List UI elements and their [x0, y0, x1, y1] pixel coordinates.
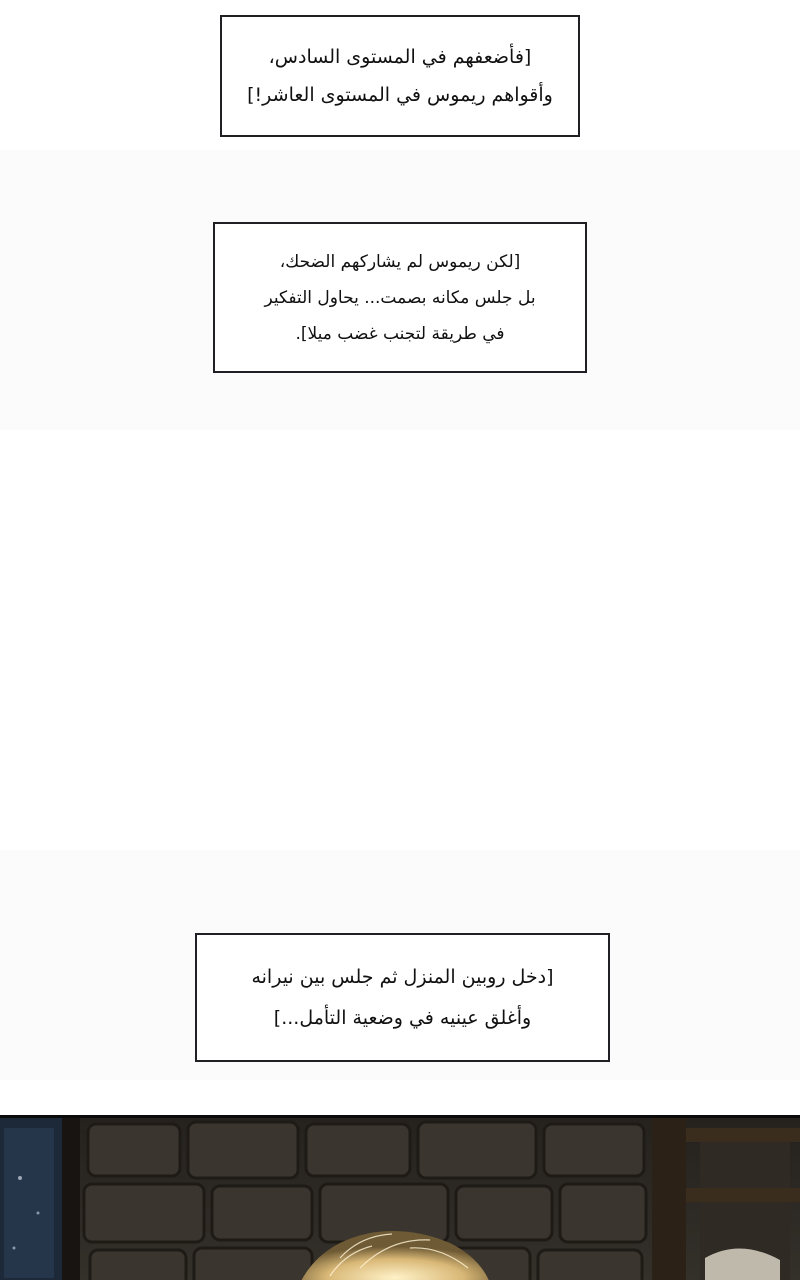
narration-line: وأغلق عينيه في وضعية التأمل...]	[273, 1006, 532, 1029]
narration-line: في طريقة لتجنب غضب ميلا].	[295, 323, 505, 344]
narration-line: وأقواهم ريموس في المستوى العاشر!]	[247, 84, 553, 106]
narration-line: بل جلس مكانه بصمت... يحاول التفكير	[264, 287, 536, 308]
narration-line: [فأضعفهم في المستوى السادس،	[268, 46, 532, 68]
stone-room-scene	[0, 1118, 800, 1280]
narration-box	[213, 222, 587, 373]
narration-line: [لكن ريموس لم يشاركهم الضحك،	[279, 251, 521, 272]
narration-line: [دخل روبين المنزل ثم جلس بين نيرانه	[251, 965, 554, 988]
narration-box	[195, 933, 610, 1062]
wooden-post	[652, 1118, 686, 1280]
comic-panel-illustration	[0, 1115, 800, 1280]
narration-box	[220, 15, 580, 137]
